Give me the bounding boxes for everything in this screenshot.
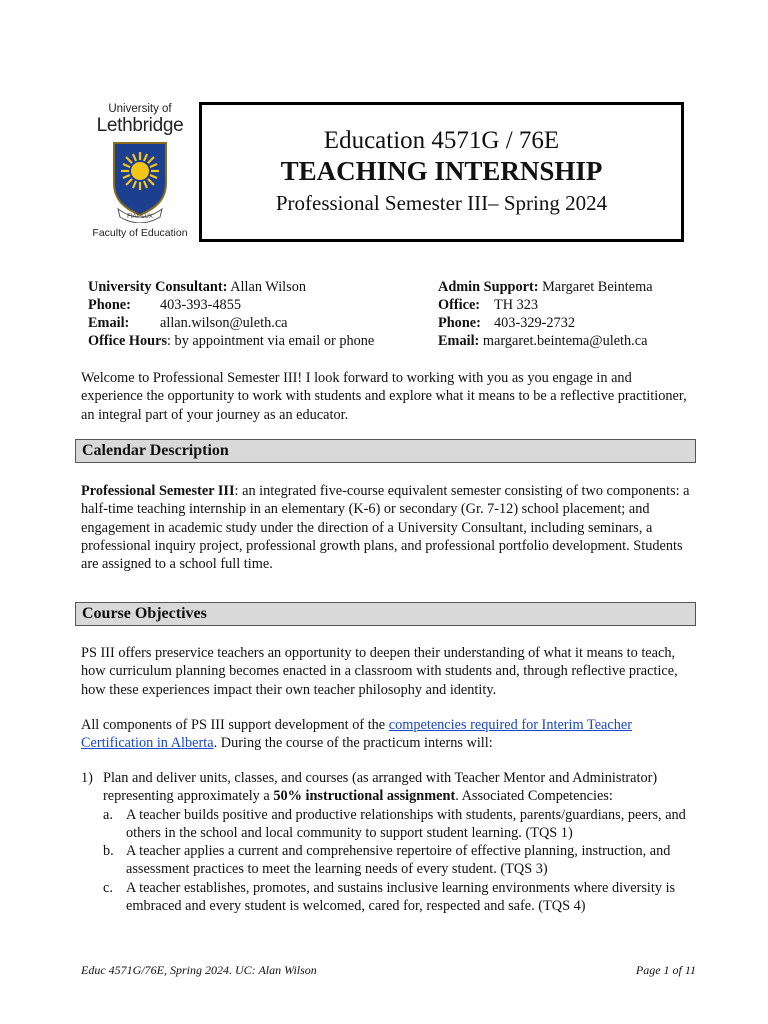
course-objectives-heading: Course Objectives [75,602,696,626]
consultant-email-label: Email: [88,315,130,331]
admin-email-label: Email: [438,333,480,349]
footer-course-info: Educ 4571G/76E, Spring 2024. UC: Alan Wilson [81,963,317,977]
admin-phone-label: Phone: [438,315,481,331]
list-item [81,769,696,806]
item1-after: . Associated Competencies: [455,788,613,805]
consultant-phone: 403-393-4855 [160,297,242,313]
office-hours: : by appointment via email or phone [167,333,375,349]
para2-after: . During the course of the practicum interns will: [213,735,493,752]
course-title: TEACHING INTERNSHIP [280,156,603,186]
welcome-paragraph: Welcome to Professional Semester III! I look forward to working with you as you engage in and experience the opportunity to work with students and explore what it means to be a reflective practitioner, an integral part of your journey as an educator. [81,370,687,423]
item1-before: Plan and deliver units, classes, and courses (as arranged with Teacher Mentor and Administrator) representing approximately a [103,770,658,805]
objectives-paragraph-2 [81,716,696,753]
sub-list-item [81,842,696,879]
admin-email[interactable]: margaret.beintema@uleth.ca [482,333,648,349]
course-semester: Professional Semester III– Spring 2024 [275,191,608,215]
sub-list-item-text: A teacher establishes, promotes, and sustains inclusive learning environments where diversity is embraced and every student is welcomed, cared for, respected and safe. (TQS 4) [126,879,676,915]
logo-line-1: University of [108,103,172,115]
consultant-phone-label: Phone: [88,297,131,313]
admin-phone: 403-329-2732 [494,315,576,331]
objectives-paragraph-1: PS III offers preservice teachers an opportunity to deepen their understanding of what it means to teach, how curriculum planning becomes enacted in a classroom with students and, through reflective practice, how these experiences impact their own teacher philosophy and identity. [81,645,678,698]
calendar-body: : an integrated five-course equivalent semester consisting of two components: a half-time teaching internship in an elementary (K-6) or secondary (Gr. 7-12) school placement; and engagement in academic study under the direction of a University Consultant, including seminars, a professional inquiry project, professional growth plans, and professional portfolio development. Students are assigned to a school full time. [81,483,690,573]
item1-bold: 50% instructional assignment [273,788,456,805]
sub-list-item [81,879,696,916]
consultant-email[interactable]: allan.wilson@uleth.ca [160,315,288,331]
admin-label: Admin Support: [438,279,539,295]
title-box [199,102,684,242]
consultant-name: Allan Wilson [230,279,307,295]
sub-list-item [81,806,696,843]
logo-motto: FIAT LUX [127,214,153,220]
university-logo [88,103,192,241]
university-crest-icon [110,139,170,223]
consultant-contact [88,278,374,350]
office-hours-label: Office Hours [88,333,168,349]
admin-office: TH 323 [494,297,539,313]
competencies-link[interactable]: competencies required for Interim Teacher Certification in Alberta [81,717,632,752]
objectives-list [81,769,696,915]
sub-list-item-text: A teacher applies a current and comprehensive repertoire of effective planning, instruction, and assessment practices to meet the learning needs of every student. (TQS 3) [126,843,671,878]
admin-name: Margaret Beintema [542,279,653,295]
calendar-lead: Professional Semester III [81,483,235,499]
footer-page-number: Page 1 of 11 [635,963,696,977]
list-item-number: 1) [81,770,93,786]
calendar-description-heading: Calendar Description [75,439,696,463]
consultant-label: University Consultant: [88,279,228,295]
admin-office-label: Office: [438,297,481,313]
calendar-description-text [81,482,696,573]
sub-list-item-text: A teacher builds positive and productive relationships with students, parents/guardians, peers, and others in the school and local community to support student learning. (TQS 1) [126,806,686,841]
course-code: Education 4571G / 76E [323,127,560,154]
sub-list-item-letter: a. [103,806,113,823]
para2-before: All components of PS III support development of the [81,717,389,733]
sub-list-item-letter: b. [103,843,114,860]
logo-line-2: Lethbridge [96,115,184,136]
admin-contact [438,278,653,350]
sub-list-item-letter: c. [103,879,113,896]
logo-faculty: Faculty of Education [92,227,188,239]
